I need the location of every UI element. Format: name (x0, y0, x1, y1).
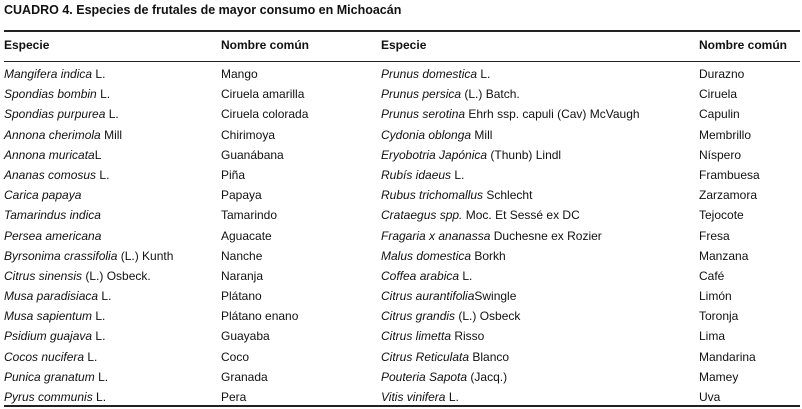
author-citation: L. (92, 329, 106, 344)
scientific-name: Citrus aurantifolia (381, 289, 475, 304)
common-name: Frambuesa (699, 167, 760, 182)
common-name-cell (699, 207, 744, 223)
scientific-name: Prunus serotina (381, 107, 466, 122)
species-cell (4, 389, 106, 405)
common-name: Nanche (221, 248, 263, 263)
species-cell (381, 389, 459, 405)
author-citation: L. (96, 167, 110, 182)
author-citation: L. (459, 268, 473, 283)
species-cell (4, 328, 105, 344)
scientific-name: Punica granatum (4, 369, 95, 384)
common-name-cell (221, 369, 268, 385)
common-name-cell (221, 187, 262, 203)
common-name: Zarzamora (699, 188, 758, 203)
common-name-cell (221, 127, 275, 143)
table-row (0, 64, 802, 84)
table-row (0, 226, 802, 246)
table-row (0, 84, 802, 104)
scientific-name: Citrus limetta (381, 329, 452, 344)
species-cell (4, 228, 101, 244)
table-row (0, 185, 802, 205)
species-cell (4, 207, 101, 223)
common-name: Ciruela (699, 87, 738, 102)
species-cell (4, 248, 173, 264)
author-citation: L. (92, 309, 106, 324)
common-name: Limón (699, 289, 732, 304)
table-row (0, 246, 802, 266)
scientific-name: Cydonia oblonga (381, 127, 472, 142)
table-row (0, 205, 802, 225)
scientific-name: Pyrus communis (4, 390, 93, 404)
common-name-cell (221, 106, 308, 122)
scientific-name: Musa sapientum (4, 309, 93, 324)
common-name-cell (699, 328, 725, 344)
common-name: Capulin (699, 107, 740, 122)
common-name-cell (221, 86, 304, 102)
common-name: Guanábana (221, 147, 284, 162)
table-caption: CUADRO 4. Especies de frutales de mayor consumo en Michoacán (4, 3, 402, 17)
common-name: Tamarindo (221, 208, 278, 223)
table-row (0, 367, 802, 387)
author-citation: L (94, 147, 102, 162)
common-name-cell (699, 127, 751, 143)
author-citation: L. (92, 67, 106, 81)
common-name-cell (699, 288, 732, 304)
scientific-name: Musa paradisiaca (4, 289, 99, 304)
species-cell (381, 248, 506, 264)
common-name: Toronja (699, 309, 739, 324)
species-cell (381, 268, 472, 284)
scientific-name: Annona muricata (4, 147, 95, 162)
common-name: Aguacate (221, 228, 272, 243)
common-name-cell (699, 66, 744, 82)
author-citation: (L.) Osbeck (455, 309, 521, 324)
common-name-cell (699, 147, 741, 163)
header-nombre-comun-1: Nombre común (221, 38, 310, 52)
species-cell (381, 308, 520, 324)
table-row (0, 326, 802, 346)
header-especie-1: Especie (4, 38, 50, 52)
species-cell (4, 349, 97, 365)
scientific-name: Vitis vinifera (381, 390, 446, 404)
header-nombre-comun-2: Nombre común (699, 38, 788, 52)
author-citation: (L.) Batch. (461, 87, 520, 102)
species-cell (4, 147, 101, 163)
common-name: Papaya (221, 188, 262, 203)
common-name: Fresa (699, 228, 730, 243)
species-cell (381, 349, 509, 365)
common-name-cell (221, 389, 246, 405)
species-cell (381, 147, 561, 163)
table-row (0, 125, 802, 145)
table-row (0, 165, 802, 185)
species-cell (381, 207, 580, 223)
common-name: Níspero (699, 147, 742, 162)
author-citation: Mill (100, 127, 123, 142)
header-especie-2: Especie (381, 38, 427, 52)
author-citation: (L.) Kunth (117, 248, 174, 263)
common-name: Uva (699, 390, 721, 404)
table-row (0, 347, 802, 367)
species-cell (4, 106, 119, 122)
table-body (0, 64, 802, 407)
author-citation: Moc. Et Sessé ex DC (462, 208, 580, 223)
common-name: Mamey (699, 369, 739, 384)
scientific-name: Spondias bombin (4, 87, 97, 102)
common-name-cell (699, 248, 748, 264)
scientific-name: Psidium guajava (4, 329, 93, 344)
common-name-cell (221, 308, 298, 324)
common-name-cell (699, 167, 760, 183)
species-cell (381, 328, 484, 344)
author-citation: Swingle (474, 289, 517, 304)
common-name-cell (221, 147, 284, 163)
table-row (0, 266, 802, 286)
common-name-cell (699, 369, 738, 385)
author-citation: L. (477, 67, 491, 81)
common-name-cell (221, 66, 258, 82)
author-citation: (L.) Osbeck. (82, 268, 151, 283)
common-name: Granada (221, 369, 268, 384)
common-name: Manzana (699, 248, 749, 263)
author-citation: Blanco (469, 349, 510, 364)
author-citation: L. (94, 369, 109, 384)
scientific-name: Carica papaya (4, 188, 82, 203)
common-name-cell (699, 228, 730, 244)
author-citation: (Jacq.) (467, 369, 508, 384)
scientific-name: Tamarindus indica (4, 208, 101, 223)
common-name-cell (221, 228, 272, 244)
author-citation: L. (84, 349, 98, 364)
species-cell (4, 86, 110, 102)
species-cell (4, 167, 109, 183)
scientific-name: Mangifera indica (4, 67, 93, 81)
scientific-name: Crataegus spp. (381, 208, 463, 223)
author-citation: L. (105, 107, 119, 122)
common-name-cell (221, 248, 262, 264)
species-cell (381, 106, 640, 122)
common-name-cell (699, 187, 757, 203)
scientific-name: Cocos nucifera (4, 349, 85, 364)
common-name: Ciruela colorada (221, 107, 309, 122)
scientific-name: Citrus grandis (381, 309, 456, 324)
common-name: Membrillo (699, 127, 752, 142)
author-citation: L. (96, 87, 111, 102)
common-name: Mandarina (699, 349, 756, 364)
author-citation: Mill (471, 127, 493, 142)
header-rule (4, 61, 800, 62)
scientific-name: Citrus Reticulata (381, 349, 470, 364)
common-name: Café (699, 268, 725, 283)
species-cell (4, 66, 105, 82)
table-header (0, 38, 802, 56)
common-name-cell (699, 86, 737, 102)
common-name: Coco (221, 349, 250, 364)
table-row (0, 145, 802, 165)
author-citation: Schlecht (483, 188, 533, 203)
author-citation: Risso (451, 329, 485, 344)
common-name: Lima (699, 329, 726, 344)
scientific-name: Citrus sinensis (4, 268, 83, 283)
species-cell (4, 288, 111, 304)
common-name-cell (699, 106, 740, 122)
scientific-name: Byrsonima crassifolia (4, 248, 118, 263)
species-cell (4, 308, 105, 324)
species-cell (4, 268, 151, 284)
author-citation: L. (451, 167, 465, 182)
common-name: Durazno (699, 67, 745, 81)
common-name: Tejocote (699, 208, 744, 223)
top-rule (4, 30, 800, 32)
author-citation: L. (92, 390, 107, 404)
species-cell (4, 369, 108, 385)
common-name-cell (221, 207, 277, 223)
species-cell (381, 369, 507, 385)
species-cell (381, 127, 492, 143)
common-name-cell (221, 288, 262, 304)
common-name-cell (221, 328, 270, 344)
common-name: Guayaba (221, 329, 270, 344)
scientific-name: Eryobotria Japónica (381, 147, 488, 162)
table-row (0, 104, 802, 124)
scientific-name: Rubus trichomallus (381, 188, 484, 203)
common-name-cell (699, 308, 738, 324)
common-name-cell (699, 389, 720, 405)
author-citation: L. (98, 289, 112, 304)
common-name: Plátano (221, 289, 262, 304)
scientific-name: Persea americana (4, 228, 102, 243)
table-row (0, 286, 802, 306)
common-name: Piña (221, 167, 246, 182)
scientific-name: Rubís idaeus (381, 167, 452, 182)
author-citation: (Thunb) Lindl (487, 147, 562, 162)
species-cell (4, 127, 122, 143)
common-name-cell (699, 349, 756, 365)
author-citation: Duchesne ex Rozier (490, 228, 602, 243)
author-citation: L. (445, 390, 459, 404)
scientific-name: Prunus persica (381, 87, 462, 102)
common-name-cell (699, 268, 724, 284)
common-name-cell (221, 349, 249, 365)
scientific-name: Spondias purpurea (4, 107, 106, 122)
common-name: Plátano enano (221, 309, 299, 324)
species-cell (381, 288, 516, 304)
scientific-name: Ananas comosus (4, 167, 97, 182)
scientific-name: Annona cherimola (4, 127, 101, 142)
species-cell (4, 187, 81, 203)
bottom-rule (4, 405, 800, 407)
common-name: Pera (221, 390, 247, 404)
scientific-name: Coffea arabica (381, 268, 460, 283)
scientific-name: Malus domestica (381, 248, 472, 263)
species-cell (381, 66, 490, 82)
common-name: Ciruela amarilla (221, 87, 305, 102)
scientific-name: Prunus domestica (381, 67, 478, 81)
common-name: Naranja (221, 268, 264, 283)
common-name-cell (221, 167, 245, 183)
common-name: Mango (221, 67, 258, 81)
species-cell (381, 167, 464, 183)
scientific-name: Pouteria Sapota (381, 369, 468, 384)
table-row (0, 306, 802, 326)
author-citation: Ehrh ssp. capuli (Cav) McVaugh (465, 107, 640, 122)
species-cell (381, 187, 532, 203)
species-cell (381, 228, 602, 244)
common-name-cell (221, 268, 263, 284)
scientific-name: Fragaria x ananassa (381, 228, 491, 243)
common-name: Chirimoya (221, 127, 276, 142)
author-citation: Borkh (471, 248, 506, 263)
species-cell (381, 86, 520, 102)
